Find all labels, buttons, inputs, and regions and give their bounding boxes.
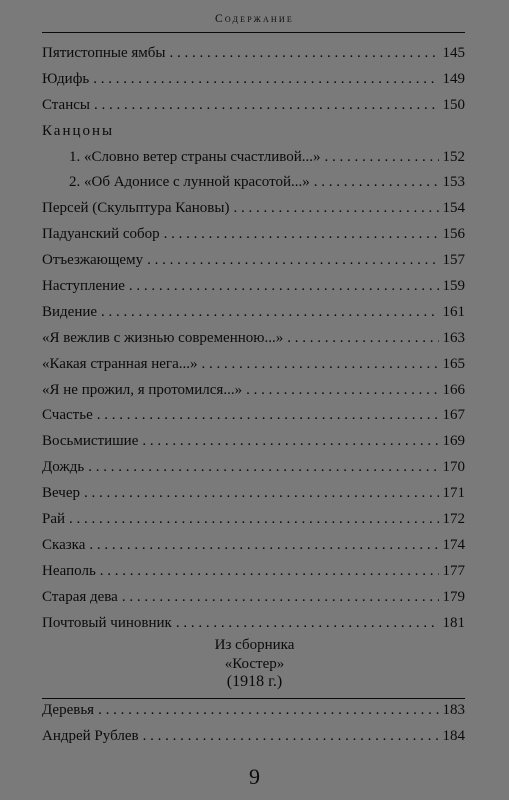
toc-entry [42,44,465,70]
toc-entry-title: Восьмистишие [42,433,139,450]
toc-entry-title: Отъезжающему [42,252,144,269]
toc-entry-title: Андрей Рублев [42,727,139,744]
table-of-contents [42,44,465,639]
dot-leader [122,588,439,606]
toc-entry [42,329,465,355]
toc-entry-title: Неаполь [42,562,96,579]
toc-entry-page: 170 [442,459,465,476]
toc-entry-page: 165 [442,355,465,372]
dot-leader [169,44,438,62]
dot-leader [143,727,439,745]
toc-entry-page: 179 [442,588,465,605]
toc-entry-page: 167 [442,407,465,424]
dot-leader [101,303,438,321]
toc-entry [42,458,465,484]
table-of-contents-continued [42,701,465,753]
toc-entry-page: 177 [442,562,465,579]
top-rule [42,32,465,33]
page-number: 9 [249,764,260,789]
toc-entry-page: 157 [442,252,465,269]
toc-entry-title: Старая дева [42,588,118,605]
toc-entry [42,727,465,753]
toc-entry-title: Дождь [42,459,85,476]
toc-entry-title: «Я вежлив с жизнью современною...» [42,329,284,346]
toc-entry [42,432,465,458]
toc-entry-page: 154 [442,200,465,217]
dot-leader [84,484,439,502]
toc-section-heading: Канцоны [42,122,115,139]
toc-entry-title: Видение [42,303,98,320]
dot-leader [98,701,438,719]
toc-entry [42,381,465,407]
toc-entry-page: 149 [442,70,465,87]
toc-entry [42,303,465,329]
toc-entry [42,173,465,199]
collection-label: Из сборника [214,637,295,653]
dot-leader [287,329,438,347]
toc-entry-page: 166 [442,381,465,398]
toc-entry [42,96,465,122]
dot-leader [88,458,438,476]
toc-entry-title: Сказка [42,536,86,553]
section-rule [42,698,465,699]
toc-entry-page: 163 [442,329,465,346]
toc-entry-title: 1. «Словно ветер страны счастливой...» [69,148,321,165]
toc-entry-title: «Я не прожил, я протомился...» [42,381,243,398]
dot-leader [164,225,439,243]
dot-leader [100,562,439,580]
toc-entry [42,225,465,251]
toc-entry [42,148,465,174]
toc-entry-page: 183 [442,702,465,718]
dot-leader [176,614,439,632]
dot-leader [93,70,438,88]
toc-entry [42,484,465,510]
toc-entry-title: Вечер [42,485,80,502]
toc-entry-page: 181 [442,614,465,631]
toc-entry [42,199,465,225]
toc-entry-title: Счастье [42,407,93,424]
toc-entry-page: 169 [442,433,465,450]
toc-entry-title: 2. «Об Адонисе с лунной красотой...» [69,174,310,191]
toc-entry-page: 161 [442,303,465,320]
toc-entry [42,536,465,562]
dot-leader [97,406,439,424]
toc-entry-title: Наступление [42,278,125,295]
toc-entry-title: Юдифь [42,70,90,87]
toc-entry-page: 153 [442,174,465,191]
toc-entry [42,701,465,727]
toc-entry-page: 150 [442,96,465,113]
dot-leader [246,381,438,399]
toc-entry-title: «Какая странная нега...» [42,355,198,372]
toc-entry-title: Персей (Скульптура Кановы) [42,200,230,217]
toc-entry-page: 184 [442,727,465,744]
toc-entry [42,406,465,432]
dot-leader [233,199,438,217]
toc-entry-title: Пятистопные ямбы [42,45,166,61]
dot-leader [69,510,438,528]
dot-leader [94,96,439,114]
dot-leader [147,251,438,269]
dot-leader [129,277,439,295]
toc-entry [42,588,465,614]
toc-entry [42,562,465,588]
toc-entry-title: Падуанский собор [42,226,160,243]
dot-leader [325,148,439,166]
toc-entry [42,251,465,277]
toc-entry [42,510,465,536]
toc-entry-title: Рай [42,511,66,528]
dot-leader [202,355,439,373]
toc-entry-page: 159 [442,278,465,295]
toc-entry-page: 156 [442,226,465,243]
toc-entry-page: 172 [442,511,465,528]
toc-entry-title: Стансы [42,96,90,113]
dot-leader [89,536,438,554]
running-head: Содержание [215,13,294,25]
toc-entry-page: 152 [442,148,465,165]
toc-entry-page: 171 [442,485,465,502]
dot-leader [142,432,438,450]
toc-entry-page: 145 [442,45,465,61]
toc-entry-page: 174 [442,536,465,553]
toc-entry [42,277,465,303]
dot-leader [314,173,439,191]
toc-entry-title: Деревья [42,702,95,718]
toc-entry-title: Почтовый чиновник [42,614,172,631]
collection-year: (1918 г.) [226,673,283,690]
collection-title: «Костер» [224,655,285,672]
toc-entry [42,70,465,96]
collection-heading [0,636,509,692]
toc-entry [42,355,465,381]
